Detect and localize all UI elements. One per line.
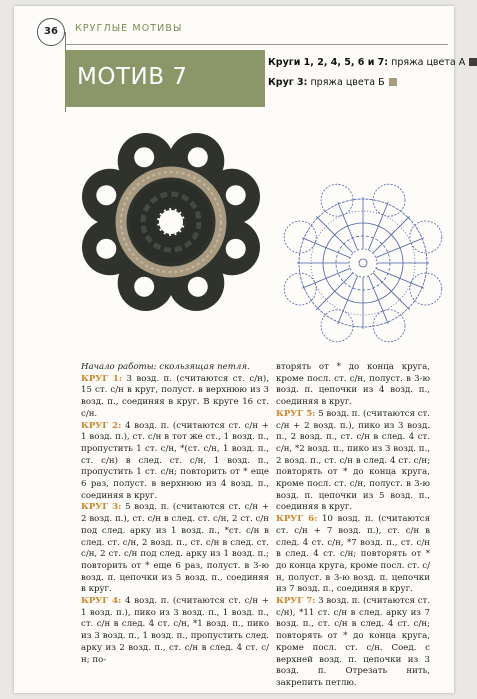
round-1-text: 3 возд. п. (считаются ст. с/н), 15 ст. с/н в круг, полуст. в верхнюю из 3 возд. п., соединяя в круг. В круге 16 ст. с/н.	[81, 373, 269, 419]
instructions-column-left	[81, 362, 269, 666]
header-horizontal-rule	[65, 44, 448, 45]
round-5-label: КРУГ 5:	[276, 408, 316, 419]
yarn-b-swatch	[389, 78, 397, 86]
round-4-text: 4 возд. п. (считаются ст. с/н + 1 возд. п.), пико из 3 возд. п., 1 возд. п., ст. с/н в след. 4 ст. с/н, *1 возд. п., пико из 3 возд. п., 1 возд. п., пропустить след. арку из 2 возд. п., ст. с/н в след. 4 ст. с/н; по-	[81, 596, 269, 665]
motif-petal-hole	[134, 147, 154, 167]
motif-title-banner	[65, 50, 265, 107]
instructions-column-right	[276, 362, 430, 690]
chart-spoke	[302, 268, 350, 288]
round-1	[81, 374, 269, 421]
motif-petal-hole	[226, 239, 246, 259]
chart-spoke	[338, 202, 358, 250]
intro-text: Начало работы: скользящая петля.	[81, 362, 250, 372]
chart-scallop	[410, 273, 442, 305]
round-2-text: 4 возд. п. (считаются ст. с/н + 1 возд. п.), ст. с/н в тот же ст., 1 возд. п., пропустить 1 ст. с/н, *(ст. с/н, 1 возд. п., ст. с/н) в след. ст. с/н, 1 возд. п., пропустить 1 ст. с/н; повторить от * еще 6 раз, полуст. в верхнюю из 4 возд. п., соединяя в круг.	[81, 420, 269, 501]
book-page	[14, 6, 466, 693]
yarn-a-swatch	[469, 58, 477, 66]
round-6-label: КРУГ 6:	[276, 514, 318, 525]
round-3	[81, 502, 269, 596]
motif-petal-hole	[96, 239, 116, 259]
yarn-a-text: пряжа цвета А	[388, 57, 466, 68]
chart-scallop	[373, 184, 405, 216]
motif-petal-hole	[226, 185, 246, 205]
round-3-text: 5 возд. п. (считаются ст. с/н + 2 возд. п.), ст. с/н в след. ст. с/н, 2 ст. с/н под след. арку из 1 возд. п., *ст. с/н в след. ст. с/н, 2 возд. п., ст. с/н в след. ст. с/н, 2 ст. с/н под след. арку из 1 возд. п.; повторить от * еще 6 раз, полуст. в 3-ю возд. п. цепочки из 5 возд. п., соединяя в круг.	[81, 502, 269, 595]
section-title: КРУГЛЫЕ МОТИВЫ	[75, 23, 183, 34]
chart-spoke	[373, 273, 410, 310]
round-6-text: 10 возд. п. (считаются ст. с/н + 7 возд. п.), ст. с/н в след. 4 ст. с/н, *7 возд. п., ст. с/н в след. 4 ст. с/н; повторять от * до конца круга, кроме посл. ст. с/н, полуст. в 3-ю возд. п. цепочки из 7 возд. п., соединяя в круг.	[276, 514, 430, 595]
yarn-line-b	[268, 73, 477, 93]
yarn-b-text: пряжа цвета Б	[307, 77, 385, 88]
round-4-continued	[276, 362, 430, 409]
round-2-label: КРУГ 2:	[81, 420, 122, 431]
chart-spoke	[373, 216, 410, 253]
round-3-label: КРУГ 3:	[81, 502, 122, 513]
chart-spoke	[376, 238, 424, 258]
crochet-motif-photo	[79, 114, 269, 336]
chart-spoke	[368, 202, 388, 250]
motif-petal-hole	[134, 277, 154, 297]
chart-spoke	[368, 276, 388, 324]
round-6	[276, 514, 430, 596]
round-1-label: КРУГ 1:	[81, 373, 123, 384]
chart-scallop	[284, 273, 316, 305]
yarn-legend	[268, 53, 477, 93]
round-7-text: 3 возд. п. (считаются ст. с/н), *11 ст. с/н в след. арку из 7 возд. п., ст. с/н в след. 4 ст. с/н; повторять от * до конца круга, кроме посл. ст. с/н. Соед. с верхней возд. п. цепочки из 3 возд. п. Отрезать нить, закрепить петлю.	[276, 596, 430, 688]
motif-petal-hole	[188, 277, 208, 297]
motif-title: МОТИВ 7	[77, 64, 188, 90]
round-5-text: 5 возд. п. (считаются ст. с/н + 2 возд. п.), пико из 3 возд. п., 2 возд. п., ст. с/н в след. 4 ст. с/н, *2 возд. п., пико из 3 возд. п., 2 возд. п., ст. с/н в след. 4 ст. с/н; повторять от * до конца круга, кроме посл. ст. с/н, полуст. в 3-ю возд. п. цепочки из 5 возд. п., соединяя в круг.	[276, 408, 430, 513]
motif-petal-hole	[188, 147, 208, 167]
round-4	[81, 596, 269, 666]
page-number: 36	[37, 18, 65, 46]
round-4-continued-text: вторять от * до конца круга, кроме посл. ст. с/н, полуст. в 3-ю возд. п. цепочки из 4 возд. п., соединяя в круг.	[276, 362, 430, 408]
chart-spoke	[302, 238, 350, 258]
yarn-a-label: Круги 1, 2, 4, 5, 6 и 7:	[268, 57, 389, 68]
motif-petal-hole	[96, 185, 116, 205]
chart-spoke	[376, 268, 424, 288]
chart-spoke	[316, 273, 353, 310]
chart-spoke	[338, 276, 358, 324]
round-7	[276, 596, 430, 690]
round-7-label: КРУГ 7:	[276, 596, 316, 607]
yarn-line-a	[268, 53, 477, 73]
yarn-b-label: Круг 3:	[268, 77, 308, 88]
crochet-chart-diagram	[277, 172, 449, 350]
round-2	[81, 421, 269, 503]
chart-spoke	[316, 216, 353, 253]
round-4-label: КРУГ 4:	[81, 596, 122, 607]
round-5	[276, 409, 430, 514]
